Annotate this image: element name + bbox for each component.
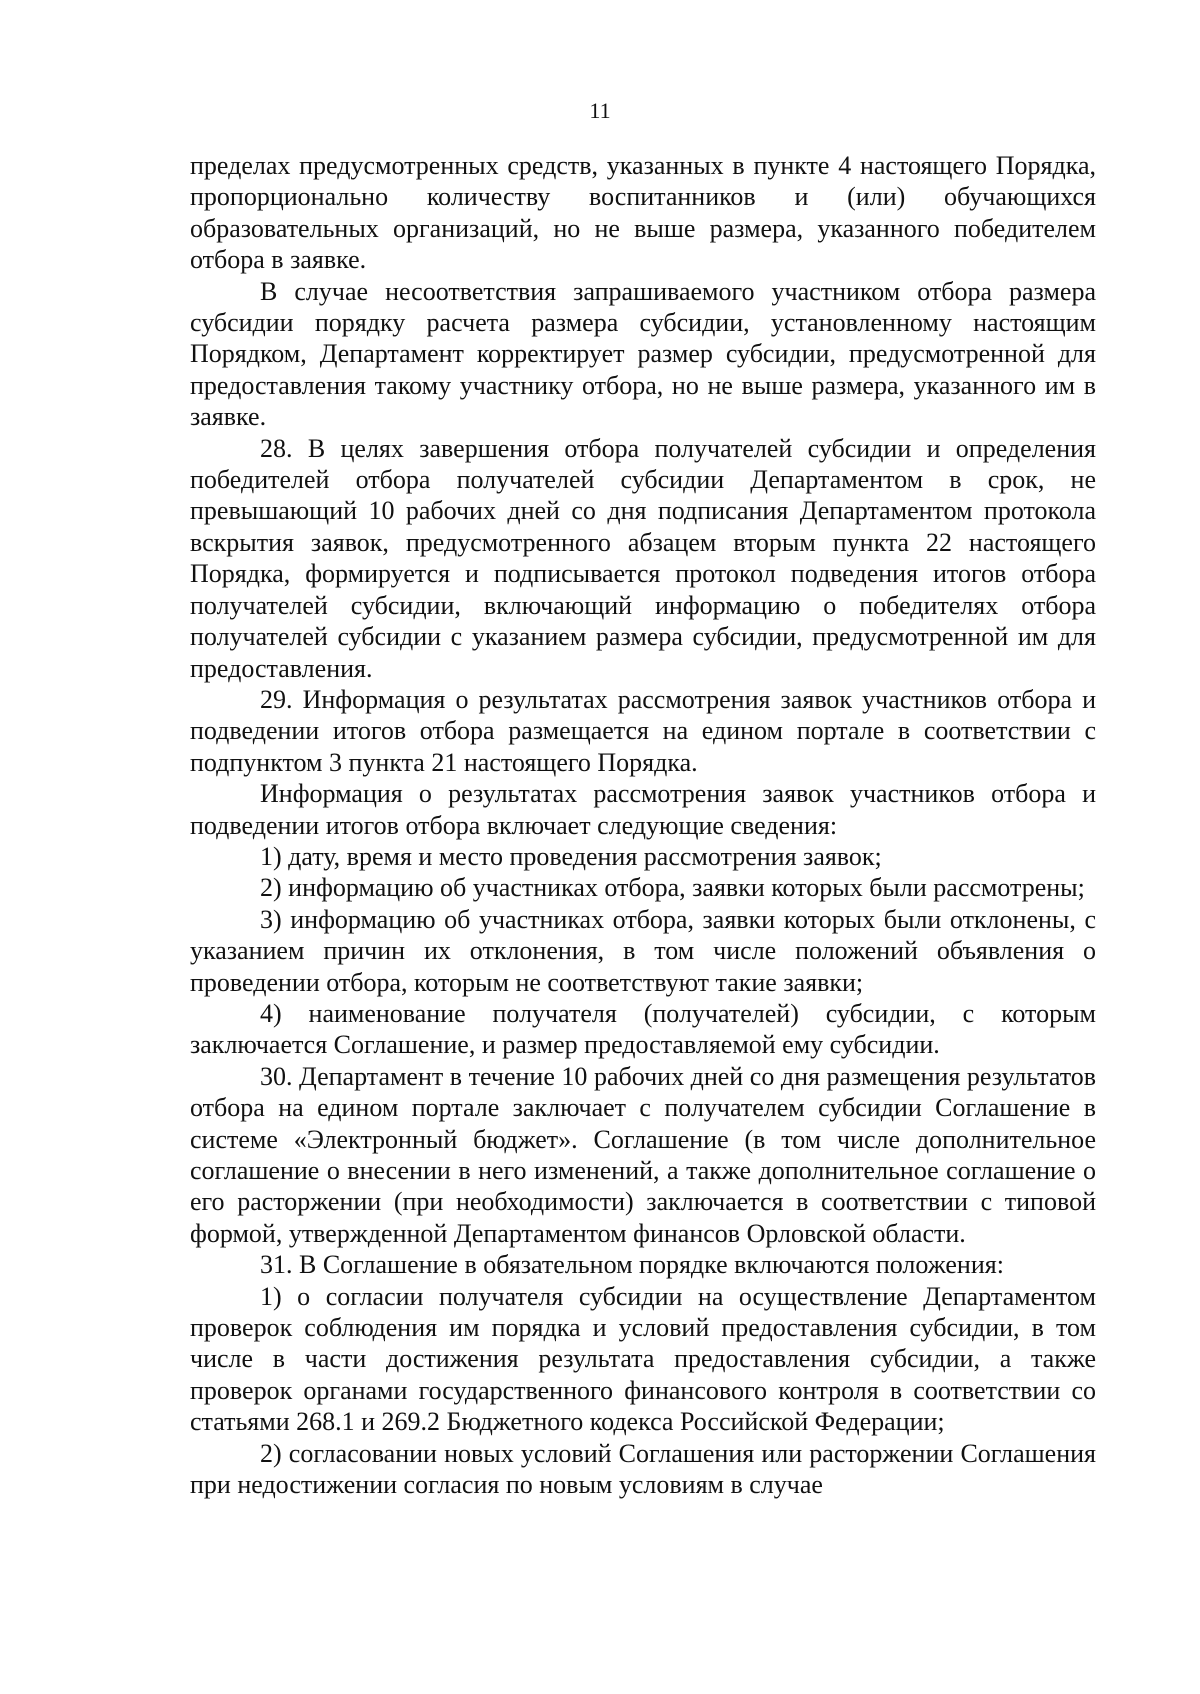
list-item-31-1: 1) о согласии получателя субсидии на осуществление Департаментом проверок соблюдения им порядка и условий предоставления субсидии, в том числе в части достижения результата предоставления субсидии, а также проверок органами государственного финансового контроля в соответствии со статьями 268.1 и 269.2 Бюджетного кодекса Российской Федерации; <box>190 1281 1096 1437</box>
list-item-4: 4) наименование получателя (получателей) субсидии, с которым заключается Соглашение, и размер предоставляемой ему субсидии. <box>190 998 1096 1060</box>
list-item-1: 1) дату, время и место проведения рассмотрения заявок; <box>260 841 882 871</box>
list-item-31-2: 2) согласовании новых условий Соглашения или расторжении Соглашения при недостижении согласия по новым условиям в случае <box>190 1438 1096 1500</box>
paragraph-item-29: 29. Информация о результатах рассмотрения заявок участников отбора и подведении итогов отбора размещается на едином портале в соответствии с подпунктом 3 пункта 21 настоящего Порядка. <box>190 684 1096 777</box>
paragraph-item-31: 31. В Соглашение в обязательном порядке включаются положения: <box>260 1250 1004 1280</box>
list-item-2: 2) информацию об участниках отбора, заявки которых были рассмотрены; <box>260 873 1085 903</box>
paragraph-info-includes: Информация о результатах рассмотрения заявок участников отбора и подведении итогов отбора включает следующие сведения: <box>190 779 1096 840</box>
paragraph-item-30: 30. Департамент в течение 10 рабочих дней со дня размещения результатов отбора на едином портале заключает с получателем субсидии Соглашение в системе «Электронный бюджет». Соглашение (в том числе дополнительное соглашение о внесении в него изменений, а также дополнительное соглашение о его расторжении (при необходимости) заключается в соответствии с типовой формой, утвержденной Департаментом финансов Орловской области. <box>190 1061 1096 1248</box>
paragraph-subsidy-correction: В случае несоответствия запрашиваемого участником отбора размера субсидии порядку расчета размера субсидии, установленному настоящим Порядком, Департамент корректирует размер субсидии, предусмотренной для предоставления такому участнику отбора, но не выше размера, указанного им в заявке. <box>190 276 1096 432</box>
paragraph-continuation: пределах предусмотренных средств, указанных в пункте 4 настоящего Порядка, пропорционально количеству воспитанников и (или) обучающихся образовательных организаций, но не выше размера, указанного победителем отбора в заявке. <box>190 151 1096 275</box>
list-item-3: 3) информацию об участниках отбора, заявки которых были отклонены, с указанием причин их отклонения, в том числе положений объявления о проведении отбора, которым не соответствуют такие заявки; <box>190 904 1096 997</box>
document-body <box>190 150 1096 1500</box>
page-number: 11 <box>589 98 611 123</box>
paragraph-item-28: 28. В целях завершения отбора получателей субсидии и определения победителей отбора получателей субсидии Департаментом в срок, не превышающий 10 рабочих дней со дня подписания Департаментом протокола вскрытия заявок, предусмотренного абзацем вторым пункта 22 настоящего Порядка, формируется и подписывается протокол подведения итогов отбора получателей субсидии, включающий информацию о победителях отбора получателей субсидии с указанием размера субсидии, предусмотренной им для предоставления. <box>190 433 1096 683</box>
